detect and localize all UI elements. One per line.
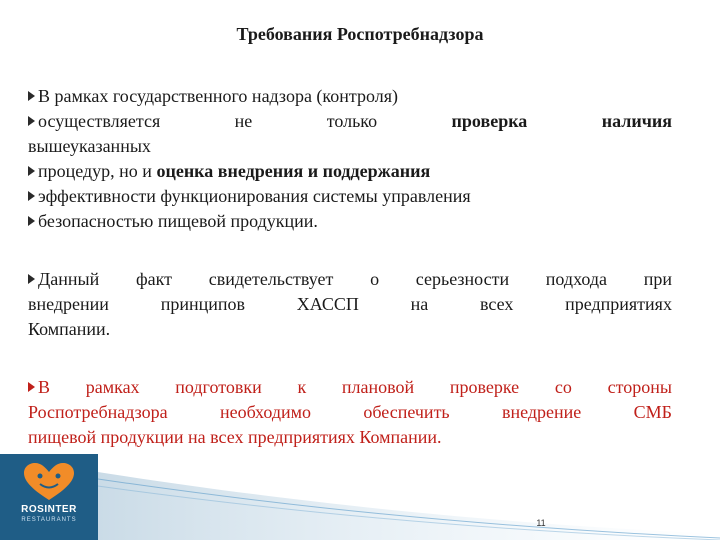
- para2-line-3: Компании.: [28, 319, 111, 339]
- heart-logo-icon: [0, 458, 98, 508]
- para1-line-2: осуществляется не только проверка наличия: [28, 109, 672, 134]
- footer-stripes: [0, 450, 720, 540]
- para1-line-6: безопасностью пищевой продукции.: [28, 209, 672, 234]
- para3-line-1: В рамках подготовки к плановой проверке со стороны: [28, 375, 672, 400]
- para1-line-4: процедур, но и оценка внедрения и поддержания: [28, 159, 672, 184]
- para3-line-3: пищевой продукции на всех предприятиях Компании.: [28, 427, 442, 447]
- paragraph-1: [28, 84, 672, 234]
- para2-line-2: внедрении принципов ХАССП на всех предприятиях: [28, 294, 672, 314]
- para2-line-1: Данный факт свидетельствует о серьезности подхода при: [28, 267, 672, 292]
- footer-decoration: [0, 450, 720, 540]
- triangle-bullet-icon: [28, 116, 35, 126]
- triangle-bullet-icon: [28, 191, 35, 201]
- triangle-bullet-icon: [28, 166, 35, 176]
- para3-line-2: Роспотребнадзора необходимо обеспечить внедрение СМБ: [28, 402, 672, 422]
- triangle-bullet-icon: [28, 216, 35, 226]
- triangle-bullet-icon: [28, 91, 35, 101]
- brand-name: ROSINTER: [21, 504, 77, 515]
- brand-logo: [0, 454, 98, 540]
- triangle-bullet-icon: [28, 274, 35, 284]
- para1-line-1: В рамках государственного надзора (контроля): [28, 84, 672, 109]
- page-number: 11: [536, 518, 546, 528]
- page-title: Требования Роспотребнадзора: [236, 24, 484, 44]
- brand-subtitle: RESTAURANTS: [21, 517, 77, 523]
- para1-line-3: вышеуказанных: [28, 136, 151, 156]
- para1-line-5: эффективности функционирования системы управления: [28, 184, 672, 209]
- paragraph-3: [28, 375, 672, 450]
- paragraph-2: [28, 267, 672, 342]
- triangle-bullet-icon: [28, 382, 35, 392]
